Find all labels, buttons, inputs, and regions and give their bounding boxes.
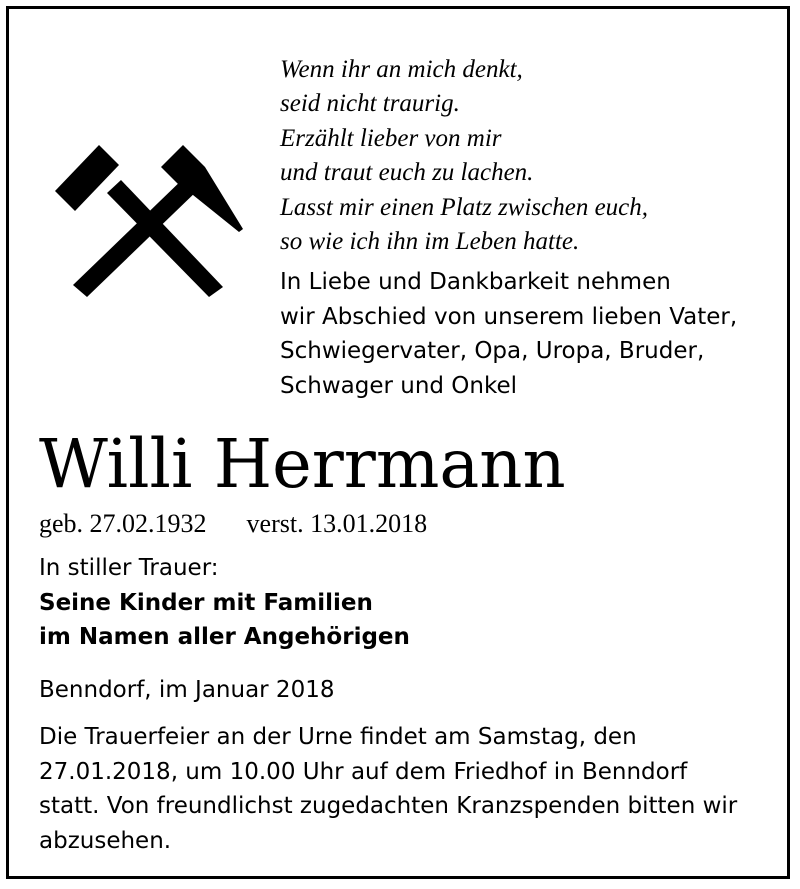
poem-line: so wie ich ihn im Leben hatte. <box>280 228 580 256</box>
notice-line: statt. Von freundlichst zugedachten Kranzspenden bitten wir <box>39 793 738 819</box>
intro-line: In Liebe und Dankbarkeit nehmen <box>280 269 671 295</box>
notice-line: 27.01.2018, um 10.00 Uhr auf dem Friedhof in Benndorf <box>39 758 688 785</box>
life-dates <box>39 507 779 541</box>
intro-line: Schwager und Onkel <box>280 372 518 399</box>
mourners-block <box>39 551 779 655</box>
notice-line: abzusehen. <box>39 827 172 854</box>
poem-line: Lasst mir einen Platz zwischen euch, <box>280 193 649 221</box>
obituary-frame <box>6 6 790 879</box>
death-date: verst. 13.01.2018 <box>246 509 428 538</box>
notice-line: Die Trauerfeier an der Urne findet am Samstag, den <box>39 724 637 750</box>
mourners-line: im Namen aller Angehörigen <box>39 624 410 650</box>
place-and-date: Benndorf, im Januar 2018 <box>39 677 335 703</box>
poem <box>280 53 790 259</box>
funeral-notice <box>39 720 791 858</box>
poem-line: und traut euch zu lachen. <box>280 159 534 187</box>
intro-line: wir Abschied von unserem lieben Vater, <box>280 303 738 330</box>
poem-line: Wenn ihr an mich denkt, <box>280 56 523 83</box>
deceased-name: Willi Herrmann <box>39 425 566 503</box>
farewell-intro <box>280 265 790 403</box>
mourners-line: Seine Kinder mit Familien <box>39 589 373 616</box>
poem-line: Erzählt lieber von mir <box>280 124 502 152</box>
mourners-heading: In stiller Trauer: <box>39 555 219 581</box>
intro-line: Schwiegervater, Opa, Uropa, Bruder, <box>280 338 705 364</box>
crossed-hammer-and-pick-icon <box>53 137 243 297</box>
birth-date: geb. 27.02.1932 <box>39 509 207 538</box>
poem-line: seid nicht traurig. <box>280 90 460 118</box>
